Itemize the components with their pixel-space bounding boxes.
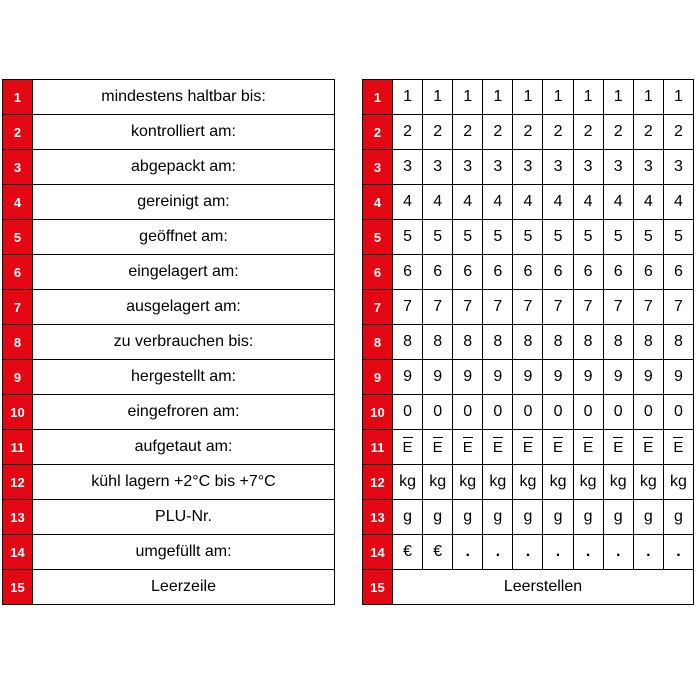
character-cell: g — [393, 500, 423, 535]
character-cell: kg — [453, 465, 483, 500]
row-label: geöffnet am: — [33, 220, 335, 255]
symbol-cell — [423, 430, 453, 465]
table-row — [3, 395, 335, 430]
table-row — [363, 500, 694, 535]
row-label: hergestellt am: — [33, 360, 335, 395]
symbol-glyph: E — [402, 439, 413, 456]
symbol-cell — [663, 430, 693, 465]
row-number: 9 — [3, 360, 33, 395]
table-row — [3, 255, 335, 290]
character-cell: 2 — [393, 115, 423, 150]
character-cell: 2 — [483, 115, 513, 150]
character-cell: 2 — [603, 115, 633, 150]
row-number: 5 — [3, 220, 33, 255]
character-cell: 6 — [543, 255, 573, 290]
character-cell: 1 — [393, 80, 423, 115]
character-cell: 0 — [663, 395, 693, 430]
row-number: 7 — [363, 290, 393, 325]
character-cell: 4 — [483, 185, 513, 220]
row-number: 8 — [363, 325, 393, 360]
character-cell: 6 — [663, 255, 693, 290]
row-number: 3 — [363, 150, 393, 185]
character-cell: 5 — [483, 220, 513, 255]
table-row — [3, 325, 335, 360]
row-number: 9 — [363, 360, 393, 395]
row-label: PLU-Nr. — [33, 500, 335, 535]
character-cell: 1 — [513, 80, 543, 115]
character-cell: 5 — [663, 220, 693, 255]
symbol-cell — [453, 430, 483, 465]
row-label: umgefüllt am: — [33, 535, 335, 570]
character-cell: 3 — [663, 150, 693, 185]
row-number: 8 — [3, 325, 33, 360]
character-cell: 2 — [513, 115, 543, 150]
character-cell: 1 — [603, 80, 633, 115]
character-cell: 7 — [663, 290, 693, 325]
character-cell: 2 — [543, 115, 573, 150]
character-cell: 4 — [453, 185, 483, 220]
symbol-glyph: E — [432, 439, 443, 456]
row-number: 7 — [3, 290, 33, 325]
symbol-glyph: E — [673, 439, 684, 456]
character-cell: kg — [573, 465, 603, 500]
character-cell: 6 — [513, 255, 543, 290]
symbol-glyph: E — [613, 439, 624, 456]
row-label: kontrolliert am: — [33, 115, 335, 150]
row-label: gereinigt am: — [33, 185, 335, 220]
symbol-cell — [513, 430, 543, 465]
character-cell: . — [543, 535, 573, 570]
row-number: 2 — [363, 115, 393, 150]
table-row — [363, 570, 694, 605]
character-cell: 7 — [423, 290, 453, 325]
character-cell: 7 — [393, 290, 423, 325]
character-cell: 9 — [573, 360, 603, 395]
row-number: 1 — [3, 80, 33, 115]
character-cell: g — [663, 500, 693, 535]
row-number: 2 — [3, 115, 33, 150]
characters-table — [362, 79, 694, 605]
character-cell: 6 — [603, 255, 633, 290]
character-cell: 8 — [423, 325, 453, 360]
character-cell: 9 — [603, 360, 633, 395]
character-cell: . — [633, 535, 663, 570]
character-cell: 2 — [453, 115, 483, 150]
row-number: 10 — [363, 395, 393, 430]
character-cell: g — [603, 500, 633, 535]
table-row — [363, 395, 694, 430]
character-cell: g — [513, 500, 543, 535]
character-cell: g — [483, 500, 513, 535]
character-cell: 9 — [633, 360, 663, 395]
character-cell: 0 — [573, 395, 603, 430]
character-cell: 9 — [513, 360, 543, 395]
character-cell: 8 — [393, 325, 423, 360]
character-cell: 5 — [513, 220, 543, 255]
character-cell: 3 — [633, 150, 663, 185]
character-cell: 5 — [603, 220, 633, 255]
symbol-glyph: E — [492, 439, 503, 456]
character-cell: 5 — [393, 220, 423, 255]
character-cell: 6 — [483, 255, 513, 290]
character-cell: . — [573, 535, 603, 570]
character-cell: 1 — [543, 80, 573, 115]
character-cell: 8 — [543, 325, 573, 360]
row-label: mindestens haltbar bis: — [33, 80, 335, 115]
row-number: 13 — [363, 500, 393, 535]
row-number: 11 — [3, 430, 33, 465]
row-number: 11 — [363, 430, 393, 465]
row-number: 12 — [363, 465, 393, 500]
row-label: zu verbrauchen bis: — [33, 325, 335, 360]
character-cell: kg — [543, 465, 573, 500]
table-row — [363, 360, 694, 395]
table-row — [363, 290, 694, 325]
row-number: 4 — [3, 185, 33, 220]
character-cell: kg — [633, 465, 663, 500]
character-cell: 1 — [633, 80, 663, 115]
symbol-cell — [483, 430, 513, 465]
character-cell: 9 — [543, 360, 573, 395]
row-label: ausgelagert am: — [33, 290, 335, 325]
character-cell: 1 — [453, 80, 483, 115]
character-cell: 9 — [423, 360, 453, 395]
table-row — [363, 535, 694, 570]
table-row — [3, 535, 335, 570]
character-cell: € — [423, 535, 453, 570]
character-cell: 8 — [633, 325, 663, 360]
symbol-cell — [573, 430, 603, 465]
character-cell: 8 — [453, 325, 483, 360]
character-cell: 1 — [663, 80, 693, 115]
character-cell: 9 — [483, 360, 513, 395]
character-cell: kg — [483, 465, 513, 500]
character-cell: 4 — [543, 185, 573, 220]
character-cell: 7 — [453, 290, 483, 325]
row-number: 10 — [3, 395, 33, 430]
character-cell: 0 — [513, 395, 543, 430]
character-cell: g — [573, 500, 603, 535]
table-row — [3, 430, 335, 465]
row-number: 6 — [3, 255, 33, 290]
character-cell: . — [513, 535, 543, 570]
table-row — [363, 115, 694, 150]
row-number: 6 — [363, 255, 393, 290]
symbol-glyph: E — [462, 439, 473, 456]
character-cell: 5 — [573, 220, 603, 255]
character-cell: 7 — [543, 290, 573, 325]
character-cell: 5 — [423, 220, 453, 255]
character-cell: 5 — [633, 220, 663, 255]
table-row — [3, 290, 335, 325]
character-cell: 8 — [663, 325, 693, 360]
character-cell: 3 — [393, 150, 423, 185]
symbol-cell — [393, 430, 423, 465]
table-row — [363, 150, 694, 185]
footer-label: Leerstellen — [393, 570, 694, 605]
symbol-glyph: E — [553, 439, 564, 456]
character-cell: 5 — [453, 220, 483, 255]
row-label: kühl lagern +2°C bis +7°C — [33, 465, 335, 500]
character-cell: 9 — [393, 360, 423, 395]
character-cell: 6 — [453, 255, 483, 290]
character-cell: 2 — [573, 115, 603, 150]
symbol-glyph: E — [522, 439, 533, 456]
row-number: 14 — [363, 535, 393, 570]
character-cell: . — [453, 535, 483, 570]
table-row — [3, 220, 335, 255]
character-cell: 0 — [423, 395, 453, 430]
table-row — [3, 570, 335, 605]
character-cell: 8 — [603, 325, 633, 360]
table-row — [3, 150, 335, 185]
table-row — [363, 430, 694, 465]
character-cell: 6 — [393, 255, 423, 290]
character-cell: 4 — [393, 185, 423, 220]
character-cell: kg — [663, 465, 693, 500]
character-cell: 3 — [453, 150, 483, 185]
symbol-glyph: E — [583, 439, 594, 456]
symbol-cell — [633, 430, 663, 465]
character-cell: 4 — [633, 185, 663, 220]
character-cell: g — [633, 500, 663, 535]
character-cell: 3 — [483, 150, 513, 185]
symbol-cell — [543, 430, 573, 465]
row-label: abgepackt am: — [33, 150, 335, 185]
character-cell: 6 — [573, 255, 603, 290]
character-cell: 1 — [423, 80, 453, 115]
row-label: Leerzeile — [33, 570, 335, 605]
symbol-cell — [603, 430, 633, 465]
character-cell: 7 — [603, 290, 633, 325]
table-row — [363, 255, 694, 290]
character-cell: 4 — [573, 185, 603, 220]
character-cell: 1 — [573, 80, 603, 115]
row-number: 13 — [3, 500, 33, 535]
row-number: 4 — [363, 185, 393, 220]
row-number: 12 — [3, 465, 33, 500]
character-cell: 3 — [423, 150, 453, 185]
row-label: aufgetaut am: — [33, 430, 335, 465]
character-cell: g — [543, 500, 573, 535]
character-cell: 8 — [513, 325, 543, 360]
character-cell: 3 — [603, 150, 633, 185]
table-row — [3, 500, 335, 535]
labels-table — [2, 79, 335, 605]
character-cell: € — [393, 535, 423, 570]
table-row — [3, 465, 335, 500]
character-cell: 7 — [483, 290, 513, 325]
character-cell: 0 — [633, 395, 663, 430]
character-cell: 6 — [633, 255, 663, 290]
character-cell: 0 — [543, 395, 573, 430]
row-label: eingelagert am: — [33, 255, 335, 290]
character-cell: 7 — [513, 290, 543, 325]
row-number: 1 — [363, 80, 393, 115]
character-cell: 0 — [483, 395, 513, 430]
character-cell: 8 — [573, 325, 603, 360]
character-cell: 9 — [453, 360, 483, 395]
row-number: 14 — [3, 535, 33, 570]
character-cell: 4 — [513, 185, 543, 220]
character-cell: 2 — [423, 115, 453, 150]
character-cell: 7 — [573, 290, 603, 325]
character-cell: 4 — [663, 185, 693, 220]
table-row — [363, 465, 694, 500]
table-row — [3, 360, 335, 395]
character-cell: 3 — [513, 150, 543, 185]
character-cell: g — [453, 500, 483, 535]
character-cell: kg — [513, 465, 543, 500]
character-cell: 3 — [573, 150, 603, 185]
character-cell: . — [603, 535, 633, 570]
character-cell: kg — [423, 465, 453, 500]
row-label: eingefroren am: — [33, 395, 335, 430]
row-number: 5 — [363, 220, 393, 255]
character-cell: 0 — [603, 395, 633, 430]
row-number: 15 — [3, 570, 33, 605]
character-cell: 4 — [423, 185, 453, 220]
character-cell: 8 — [483, 325, 513, 360]
character-cell: . — [483, 535, 513, 570]
character-cell: g — [423, 500, 453, 535]
table-row — [3, 80, 335, 115]
symbol-glyph: E — [643, 439, 654, 456]
character-cell: 2 — [663, 115, 693, 150]
character-cell: 4 — [603, 185, 633, 220]
row-number: 3 — [3, 150, 33, 185]
character-cell: 1 — [483, 80, 513, 115]
table-row — [363, 80, 694, 115]
character-cell: 0 — [453, 395, 483, 430]
character-cell: 5 — [543, 220, 573, 255]
table-row — [363, 220, 694, 255]
table-row — [363, 325, 694, 360]
table-row — [3, 185, 335, 220]
character-cell: 9 — [663, 360, 693, 395]
character-cell: 7 — [633, 290, 663, 325]
table-row — [3, 115, 335, 150]
character-cell: 2 — [633, 115, 663, 150]
character-cell: 6 — [423, 255, 453, 290]
character-cell: 3 — [543, 150, 573, 185]
table-row — [363, 185, 694, 220]
row-number: 15 — [363, 570, 393, 605]
character-cell: kg — [603, 465, 633, 500]
character-cell: . — [663, 535, 693, 570]
character-cell: kg — [393, 465, 423, 500]
character-cell: 0 — [393, 395, 423, 430]
